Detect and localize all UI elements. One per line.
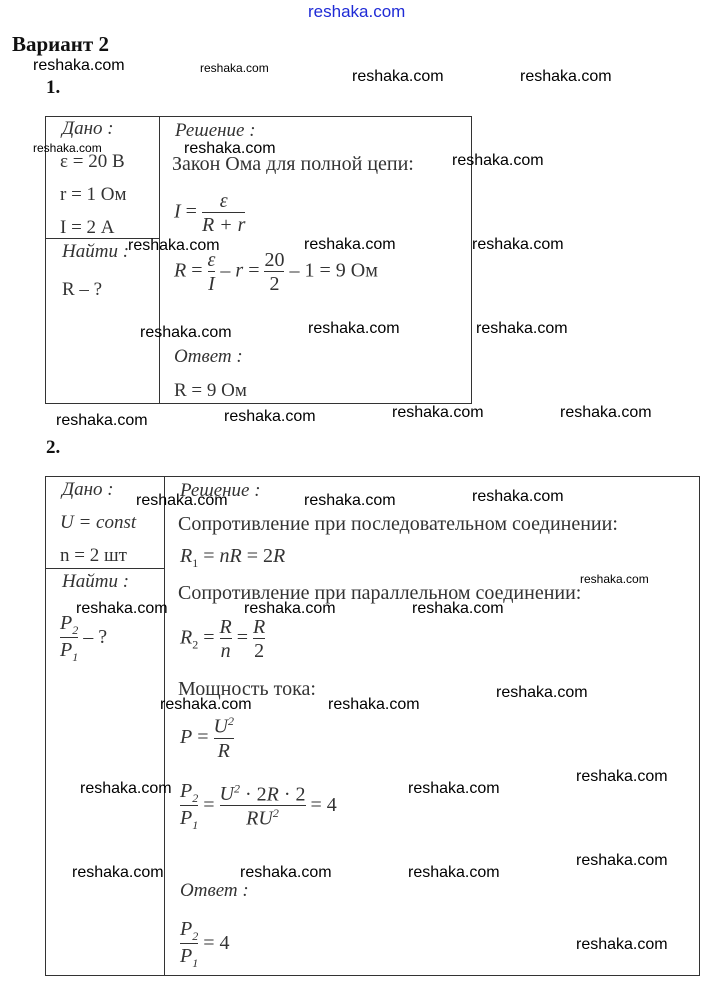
answer-value: R = 9 Ом — [174, 380, 247, 401]
ohm-law-text: Закон Ома для полной цепи: — [172, 153, 414, 175]
solution-label: Решение : — [180, 480, 261, 501]
answer-label: Ответ : — [174, 346, 243, 367]
watermark: reshaka.com — [472, 236, 564, 253]
find-item: $\frac{P_2}{P_1}$ – ? — [60, 612, 108, 665]
watermark: reshaka.com — [33, 141, 102, 155]
watermark: reshaka.com — [576, 852, 668, 869]
power-text: Мощность тока: — [178, 678, 316, 700]
watermark: reshaka.com — [76, 600, 168, 617]
watermark: reshaka.com — [140, 324, 232, 341]
find-label: Найти : — [62, 571, 130, 592]
watermark: reshaka.com — [328, 696, 420, 713]
given-item: n = 2 шт — [60, 545, 127, 566]
given-item: I = 2 А — [60, 217, 115, 238]
series-text: Сопротивление при последовательном соединении: — [178, 513, 618, 535]
watermark: reshaka.com — [80, 780, 172, 797]
given-item: U = const — [60, 512, 137, 533]
watermark: reshaka.com — [580, 572, 649, 586]
watermark: reshaka.com — [240, 864, 332, 881]
watermark: reshaka.com — [408, 864, 500, 881]
watermark: reshaka.com — [33, 57, 125, 74]
formula-power: P = $\frac{U^2}{R}$ — [180, 714, 234, 762]
watermark: reshaka.com — [352, 68, 444, 85]
watermark: reshaka.com — [160, 696, 252, 713]
watermark: reshaka.com — [304, 236, 396, 253]
watermark: reshaka.com — [452, 152, 544, 169]
divider — [164, 476, 165, 975]
watermark: reshaka.com — [392, 404, 484, 421]
watermark: reshaka.com — [472, 488, 564, 505]
parallel-text: Сопротивление при параллельном соединении: — [178, 582, 582, 604]
answer-formula: $\frac{P_2}{P_1}$ = 4 — [180, 918, 230, 971]
problem-1-number: 1. — [46, 77, 61, 98]
watermark: reshaka.com — [576, 936, 668, 953]
watermark: reshaka.com — [476, 320, 568, 337]
watermark: reshaka.com — [244, 600, 336, 617]
problem-2-box — [45, 476, 700, 976]
watermark-top: reshaka.com — [308, 2, 406, 21]
divider — [45, 568, 165, 569]
formula-current: I = $\frac{\varepsilon}{R + r}$ — [174, 190, 246, 236]
answer-label: Ответ : — [180, 880, 249, 901]
watermark: reshaka.com — [304, 492, 396, 509]
given-item: ε = 20 В — [60, 151, 125, 172]
solution-label: Решение : — [175, 120, 256, 141]
given-label: Дано : — [62, 479, 114, 500]
divider — [159, 116, 160, 403]
page-title: Вариант 2 — [12, 32, 109, 56]
watermark: reshaka.com — [184, 140, 276, 157]
watermark: reshaka.com — [412, 600, 504, 617]
formula-series: $R_1$ = nR = 2R — [180, 545, 286, 570]
given-label: Дано : — [62, 118, 114, 139]
watermark: reshaka.com — [576, 768, 668, 785]
watermark: reshaka.com — [520, 68, 612, 85]
problem-2-number: 2. — [46, 437, 61, 458]
formula-ratio: $\frac{P_2}{P_1}$ = $\frac{U^2 \cdot 2R \cdot 2}{RU^2}$ = 4 — [180, 780, 337, 833]
watermark: reshaka.com — [560, 404, 652, 421]
watermark: reshaka.com — [56, 412, 148, 429]
watermark: reshaka.com — [72, 864, 164, 881]
watermark: reshaka.com — [308, 320, 400, 337]
ratio-result: = 4 — [310, 793, 337, 816]
watermark: reshaka.com — [496, 684, 588, 701]
watermark: reshaka.com — [200, 61, 269, 75]
formula-resistance: R = $\frac{\varepsilon}{I}$ – r = $\frac{20}{2}$ – 1 = 9 Ом — [174, 249, 378, 295]
answer-result: = 4 — [203, 931, 230, 954]
watermark: reshaka.com — [408, 780, 500, 797]
watermark: reshaka.com — [128, 237, 220, 254]
find-label: Найти : — [62, 241, 130, 262]
watermark: reshaka.com — [224, 408, 316, 425]
watermark: reshaka.com — [136, 492, 228, 509]
formula-parallel: $R_2$ = $\frac{R}{n}$ = $\frac{R}{2}$ — [180, 616, 266, 662]
find-item: R – ? — [62, 279, 103, 300]
given-item: r = 1 Ом — [60, 184, 127, 205]
